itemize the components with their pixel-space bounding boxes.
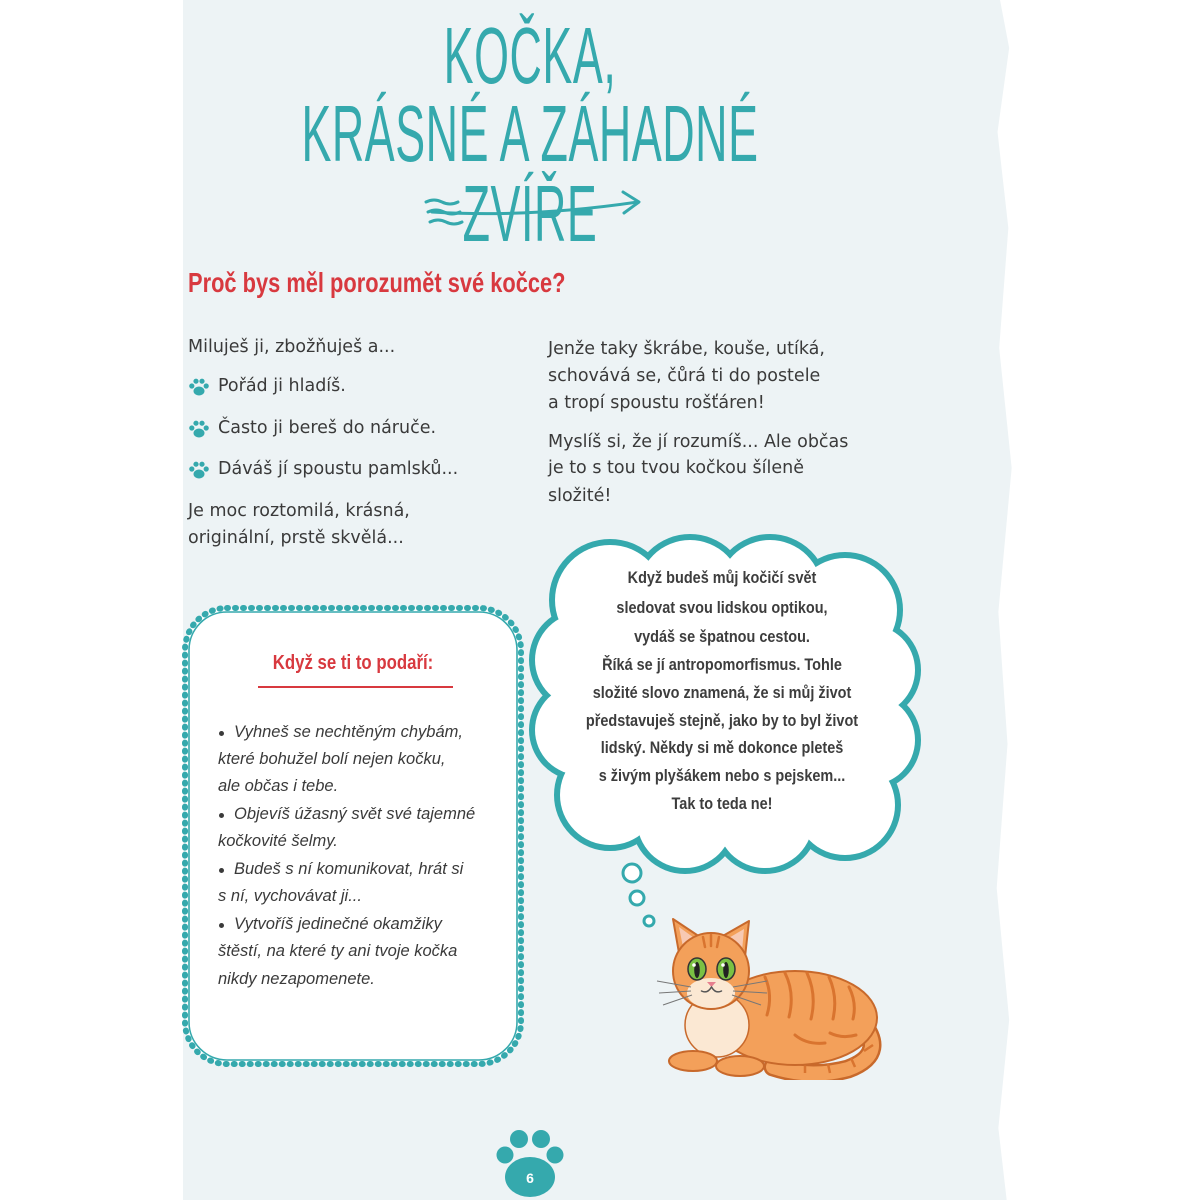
right-paragraph-1-line: schovává se, čůrá ti do postele [548, 366, 821, 386]
bubble-text-line: s živým plyšákem nebo s pejskem... [598, 766, 846, 785]
benefit-item-line: štěstí, na které ty ani tvoje kočka [218, 942, 458, 960]
title-line-1: KOČKA, [443, 11, 617, 100]
benefits-box-heading: Když se ti to podaří: [272, 652, 434, 674]
right-paragraph-1-line: a tropí spoustu rošťáren! [548, 393, 765, 413]
bullet-text: Často ji bereš do náruče. [218, 418, 437, 438]
list-bullet [219, 813, 224, 818]
benefit-item-line: Vytvoříš jedinečné okamžiky [234, 915, 442, 933]
benefit-item-line: kočkovité šelmy. [218, 832, 338, 850]
benefit-item-line: Budeš s ní komunikovat, hrát si [234, 860, 464, 878]
cat-illustration [645, 915, 890, 1080]
benefit-item-line: Objevíš úžasný svět své tajemné [234, 805, 476, 823]
bubble-text-line: Tak to teda ne! [671, 794, 773, 813]
arrow-icon [420, 180, 650, 230]
benefit-item-line: nikdy nezapomenete. [218, 970, 375, 988]
bullet-text: Pořád ji hladíš. [218, 376, 346, 396]
bullet-text: Dáváš jí spoustu pamlsků... [218, 459, 459, 479]
list-bullet [219, 923, 224, 928]
benefit-item-line: ale občas i tebe. [218, 777, 339, 795]
paw-icon [188, 419, 210, 439]
benefit-item-line: které bohužel bolí nejen kočku, [218, 750, 446, 768]
cat-eye [688, 958, 706, 980]
cat-eye [717, 958, 735, 980]
cat-paw [669, 1051, 717, 1071]
paw-icon [188, 377, 210, 397]
right-paragraph-1-line: Jenže taky škrábe, kouše, utíká, [548, 339, 825, 359]
bubble-text-line: lidský. Někdy si mě dokonce pleteš [600, 738, 844, 757]
right-paragraph-2-line: je to s tou tvou kočkou šíleně [548, 458, 804, 478]
title-line-2: KRÁSNÉ A ZÁHADNÉ ZVÍŘE [301, 89, 759, 258]
bubble-text-line: vydáš se špatnou cestou. [634, 627, 810, 646]
benefit-item-line: s ní, vychovávat ji... [218, 887, 362, 905]
left-intro-text: Miluješ ji, zbožňuješ a... [188, 337, 396, 357]
left-outro-line: originální, prstě skvělá... [188, 528, 404, 548]
heading-underline [258, 686, 453, 688]
page-number-paw-icon [490, 1122, 570, 1200]
bubble-text-line: složité slovo znamená, že si můj život [592, 683, 852, 702]
page-number: 6 [526, 1170, 534, 1186]
list-bullet [219, 868, 224, 873]
paw-icon [188, 460, 210, 480]
cat-paw [716, 1056, 764, 1076]
list-bullet [219, 731, 224, 736]
section-heading: Proč bys měl porozumět své kočce? [188, 267, 566, 298]
benefit-item-line: Vyhneš se nechtěným chybám, [234, 723, 463, 741]
bubble-text-line: představuješ stejně, jako by to byl život [585, 711, 859, 730]
bubble-text-line: Říká se jí antropomorfismus. Tohle [602, 655, 842, 674]
left-outro-line: Je moc roztomilá, krásná, [188, 501, 410, 521]
bubble-text-line: sledovat svou lidskou optikou, [616, 598, 828, 617]
right-paragraph-2-line: Myslíš si, že jí rozumíš... Ale občas [548, 432, 849, 452]
bubble-text-line: Když budeš můj kočičí svět [627, 568, 817, 587]
right-paragraph-2-line: složité! [548, 486, 612, 506]
